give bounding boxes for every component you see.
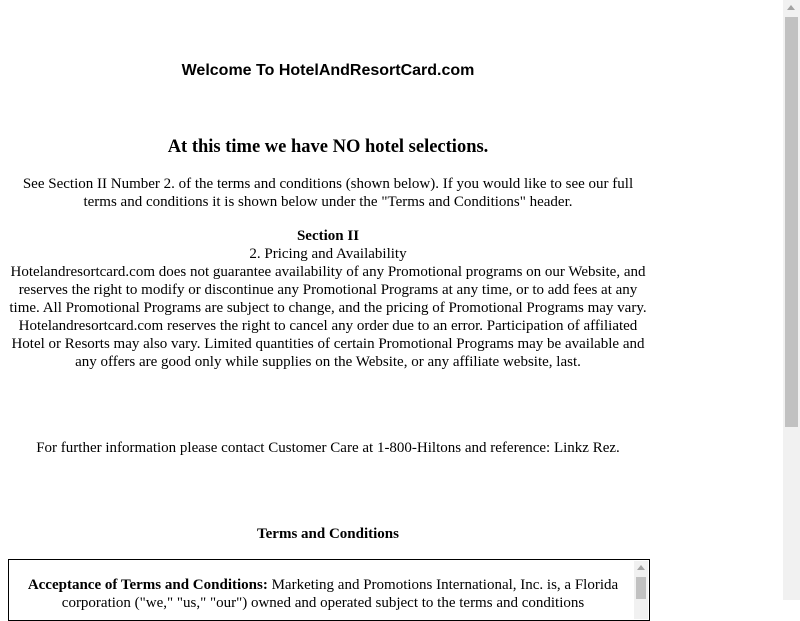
intro-paragraph: See Section II Number 2. of the terms and conditions (shown below). If you would like to see our full terms and conditions it is shown below under the "Terms and Conditions" header. bbox=[22, 176, 634, 210]
section-heading: Section II bbox=[296, 228, 360, 244]
contact-line: For further information please contact Customer Care at 1-800-Hiltons and reference: Linkz Rez. bbox=[36, 440, 620, 456]
terms-scrollbar[interactable] bbox=[634, 561, 648, 619]
welcome-title: Welcome To HotelAndResortCard.com bbox=[181, 62, 475, 79]
terms-text bbox=[23, 576, 623, 612]
terms-heading: Terms and Conditions bbox=[257, 526, 399, 542]
terms-scroll-box[interactable] bbox=[8, 559, 650, 621]
terms-scrollbar-thumb[interactable] bbox=[636, 577, 646, 599]
page-scrollbar-thumb[interactable] bbox=[785, 17, 798, 427]
acceptance-text: Marketing and Promotions International, Inc. is, a Florida corporation ("we," "us," "our") owned and operated subject to the terms and conditions bbox=[61, 577, 619, 611]
chevron-up-icon[interactable] bbox=[637, 565, 645, 570]
section-ii-block bbox=[6, 227, 650, 371]
no-hotels-heading: At this time we have NO hotel selections. bbox=[167, 137, 489, 157]
section-subheading: 2. Pricing and Availability bbox=[249, 246, 407, 262]
acceptance-label: Acceptance of Terms and Conditions: bbox=[27, 577, 268, 593]
chevron-up-icon[interactable] bbox=[787, 5, 795, 10]
page-scrollbar[interactable] bbox=[783, 0, 800, 600]
section-body: Hotelandresortcard.com does not guarantee availability of any Promotional programs on our Website, and reserves the right to modify or discontinue any Promotional Programs at any time, or to add fees at any time. All Promotional Programs are subject to change, and the pricing of Promotional Programs may vary. Hotelandresortcard.com reserves the right to cancel any order due to an error. Participation of affiliated Hotel or Resorts may also vary. Limited quantities of certain Promotional Programs may be available and any offers are good only while supplies on the Website, or any affiliate website, last. bbox=[9, 264, 647, 370]
